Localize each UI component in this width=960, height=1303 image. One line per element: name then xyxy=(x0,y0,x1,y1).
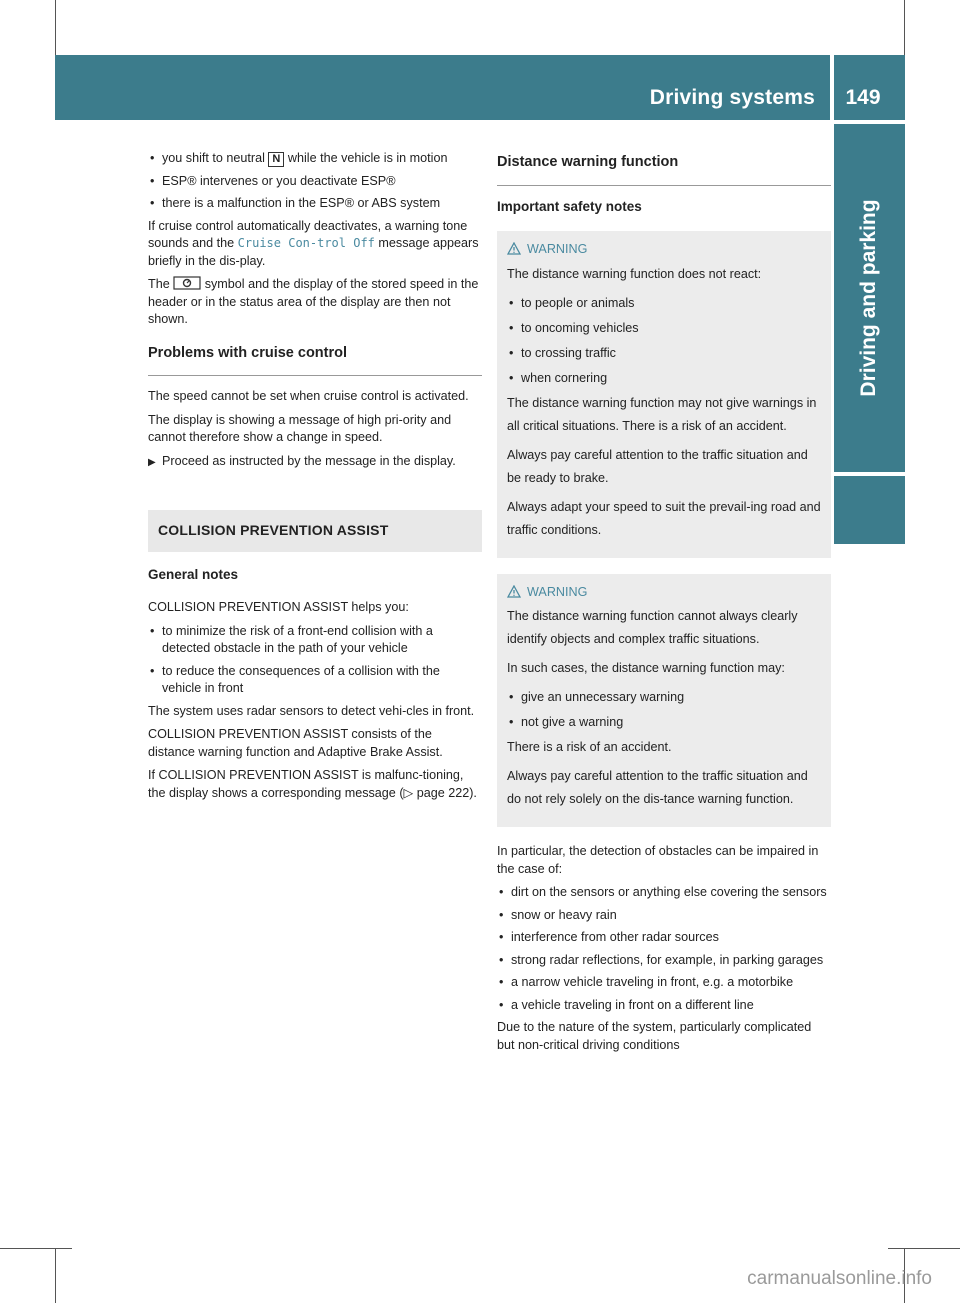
paragraph: The display is showing a message of high pri-ority and cannot therefore show a change in speed. xyxy=(148,412,452,444)
section-heading: Distance warning function xyxy=(497,154,831,186)
paragraph: In such cases, the distance warning function may: xyxy=(507,661,785,675)
warning-triangle-icon xyxy=(507,242,527,256)
chapter-tab-label: Driving and parking xyxy=(857,199,880,397)
left-column xyxy=(148,150,482,808)
crop-mark xyxy=(904,0,905,55)
list-item: • snow or heavy rain xyxy=(497,907,831,925)
chapter-heading: COLLISION PREVENTION ASSIST xyxy=(148,510,482,552)
subheading: General notes xyxy=(148,566,239,582)
list-item: • give an unnecessary warning xyxy=(507,686,821,709)
list-item: • you shift to neutral N while the vehicle is in motion xyxy=(148,150,482,168)
paragraph: COLLISION PREVENTION ASSIST helps you: xyxy=(148,600,409,614)
section-heading: Problems with cruise control xyxy=(148,345,482,377)
list-item: • to minimize the risk of a front-end collision with a detected obstacle in the path of your vehicle xyxy=(148,623,482,658)
list-item: • to oncoming vehicles xyxy=(507,317,821,340)
warning-box xyxy=(497,231,831,558)
paragraph: The symbol and the display of the stored speed in the header or in the status area of the display are then not shown. xyxy=(148,277,479,326)
list-item: • a narrow vehicle traveling in front, e.g. a motorbike xyxy=(497,974,831,992)
paragraph: The distance warning function cannot always clearly identify objects and complex traffic situations. xyxy=(507,609,798,646)
section-title: Driving systems xyxy=(649,86,815,109)
paragraph: Always adapt your speed to suit the prevail-ing road and traffic conditions. xyxy=(507,499,821,537)
paragraph: There is a risk of an accident. xyxy=(507,740,672,754)
list-item: • a vehicle traveling in front on a different line xyxy=(497,997,831,1015)
list-item: • when cornering xyxy=(507,367,821,390)
paragraph: Always pay careful attention to the traffic situation and be ready to brake. xyxy=(507,447,808,485)
list-item: • not give a warning xyxy=(507,711,821,734)
page-number: 149 xyxy=(845,86,881,109)
list-item: • to crossing traffic xyxy=(507,342,821,365)
display-message: Cruise Con-trol Off xyxy=(237,236,375,250)
list-item: • strong radar reflections, for example, in parking garages xyxy=(497,952,831,970)
action-arrow-icon: ▶ xyxy=(148,456,156,468)
paragraph: The distance warning function may not give warnings in all critical situations. There is a risk of an accident. xyxy=(507,395,817,433)
paragraph: Always pay careful attention to the traffic situation and do not rely solely on the dis-tance warning function. xyxy=(507,769,808,806)
warning-header: WARNING xyxy=(507,241,821,259)
subheading: Important safety notes xyxy=(497,198,642,214)
list-item: • interference from other radar sources xyxy=(497,929,831,947)
paragraph: In particular, the detection of obstacles can be impaired in the case of: xyxy=(497,844,819,876)
crop-mark xyxy=(0,1248,72,1249)
neutral-key-symbol: N xyxy=(268,152,284,167)
cruise-control-icon xyxy=(173,277,201,291)
paragraph: If cruise control automatically deactivates, a warning tone sounds and the Cruise Con-trol Off message appears briefly in the dis-play. xyxy=(148,218,479,268)
warning-header: WARNING xyxy=(507,584,821,602)
paragraph: Due to the nature of the system, particularly complicated but non-critical driving conditions xyxy=(497,1020,812,1052)
crop-mark xyxy=(55,0,56,55)
paragraph: COLLISION PREVENTION ASSIST consists of the distance warning function and Adaptive Brake Assist. xyxy=(148,727,443,759)
crop-mark xyxy=(888,1248,960,1249)
paragraph: If COLLISION PREVENTION ASSIST is malfunc-tioning, the display shows a corresponding message (▷ page 222). xyxy=(148,768,477,800)
list-item: • to reduce the consequences of a collision with the vehicle in front xyxy=(148,663,482,698)
right-column xyxy=(497,150,831,1060)
list-item: • there is a malfunction in the ESP® or ABS system xyxy=(148,195,482,213)
warning-triangle-icon xyxy=(507,585,527,599)
paragraph: The speed cannot be set when cruise control is activated. xyxy=(148,389,469,403)
crop-mark xyxy=(55,1248,56,1303)
chapter-tab-marker xyxy=(834,476,905,544)
paragraph: The system uses radar sensors to detect vehi-cles in front. xyxy=(148,703,475,718)
paragraph: The distance warning function does not react: xyxy=(507,266,762,281)
warning-box xyxy=(497,574,831,828)
action-step: ▶ Proceed as instructed by the message in the display. xyxy=(148,453,482,471)
list-item: • to people or animals xyxy=(507,292,821,315)
list-item: • ESP® intervenes or you deactivate ESP® xyxy=(148,173,482,191)
list-item: • dirt on the sensors or anything else covering the sensors xyxy=(497,884,831,902)
watermark: carmanualsonline.info xyxy=(747,1268,932,1289)
